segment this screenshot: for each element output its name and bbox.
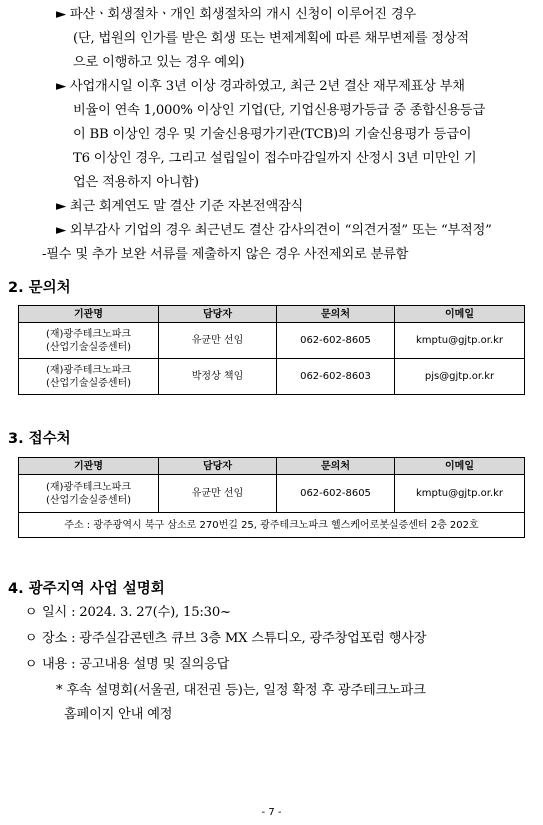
phone-cell: 062-602-8605 [277, 475, 395, 513]
section-heading-contact: 2. 문의처 [8, 280, 71, 296]
person-cell: 박정상 책임 [159, 359, 277, 395]
email-cell: pjs@gjtp.or.kr [395, 359, 525, 395]
phone-cell: 062-602-8603 [277, 359, 395, 395]
exclusion-item-debt-ratio: ► 사업개시일 이후 3년 이상 경과하였고, 최근 2년 결산 재무제표상 부채 [56, 79, 465, 94]
column-header: 이메일 [395, 458, 525, 475]
org-cell: (재)광주테크노파크 (산업기술실증센터) [19, 359, 159, 395]
reception-table [18, 457, 525, 538]
briefing-followup-note: 홈페이지 안내 예정 [64, 707, 173, 722]
section-heading-reception: 3. 접수처 [8, 431, 71, 447]
briefing-content: ㅇ 내용 : 공고내용 설명 및 질의응답 [24, 653, 229, 677]
exclusion-item-debt-ratio-note: 이 BB 이상인 경우 및 기술신용평가기관(TCB)의 기술신용평가 등급이 [73, 127, 472, 142]
exclusion-item-capital-impairment: ► 최근 회계연도 말 결산 기준 자본전액잠식 [56, 199, 304, 214]
exclusion-item-bankruptcy-note: 으로 이행하고 있는 경우 예외) [73, 55, 245, 70]
column-header: 담당자 [159, 306, 277, 323]
circle-bullet-icon: ㅇ [24, 605, 38, 620]
column-header: 문의처 [277, 458, 395, 475]
exclusion-item-debt-ratio-note: 비율이 연속 1,000% 이상인 기업(단, 기업신용평가등급 중 종합신용등급 [73, 103, 485, 118]
exclusion-item-debt-ratio-note: 업은 적용하지 아니함) [73, 175, 199, 190]
exclusion-item-audit-opinion: ► 외부감사 기업의 경우 최근년도 결산 감사의견이 “의견거절” 또는 “부적정” [56, 223, 492, 238]
section-heading-briefing: 4. 광주지역 사업 설명회 [8, 581, 165, 597]
table-header-row [19, 458, 525, 475]
address-cell: 주소 : 광주광역시 북구 삼소로 270번길 25, 광주테크노파크 헬스케어로봇실증센터 2층 202호 [19, 513, 525, 538]
column-header: 기관명 [19, 306, 159, 323]
address-row [19, 513, 525, 538]
email-cell: kmptu@gjtp.or.kr [395, 475, 525, 513]
exclusion-item-bankruptcy-note: (단, 법원의 인가를 받은 회생 또는 변제계획에 따른 채무변제를 정상적 [73, 31, 469, 46]
column-header: 담당자 [159, 458, 277, 475]
column-header: 이메일 [395, 306, 525, 323]
column-header: 기관명 [19, 458, 159, 475]
column-header: 문의처 [277, 306, 395, 323]
circle-bullet-icon: ㅇ [24, 631, 38, 646]
person-cell: 유균만 선임 [159, 475, 277, 513]
org-cell: (재)광주테크노파크 (산업기술실증센터) [19, 323, 159, 359]
table-row [19, 323, 525, 359]
circle-bullet-icon: ㅇ [24, 657, 38, 672]
briefing-place: ㅇ 장소 : 광주실감콘텐츠 큐브 3층 MX 스튜디오, 광주창업포럼 행사장 [24, 627, 426, 651]
briefing-followup-note: * 후속 설명회(서울권, 대전권 등)는, 일정 확정 후 광주테크노파크 [56, 683, 426, 698]
person-cell: 유균만 선임 [159, 323, 277, 359]
exclusion-note: -필수 및 추가 보완 서류를 제출하지 않은 경우 사전제외로 분류함 [42, 247, 409, 262]
table-row [19, 359, 525, 395]
exclusion-item-bankruptcy: ► 파산ㆍ회생절차ㆍ개인 회생절차의 개시 신청이 이루어진 경우 [56, 7, 416, 22]
org-cell: (재)광주테크노파크 (산업기술실증센터) [19, 475, 159, 513]
briefing-date: ㅇ 일시 : 2024. 3. 27(수), 15:30~ [24, 601, 231, 625]
table-row [19, 475, 525, 513]
email-cell: kmptu@gjtp.or.kr [395, 323, 525, 359]
contact-table [18, 305, 525, 395]
page-number: - 7 - [261, 807, 282, 818]
exclusion-item-debt-ratio-note: T6 이상인 경우, 그리고 설립일이 접수마감일까지 산정시 3년 미만인 기 [73, 151, 477, 166]
phone-cell: 062-602-8605 [277, 323, 395, 359]
table-header-row [19, 306, 525, 323]
